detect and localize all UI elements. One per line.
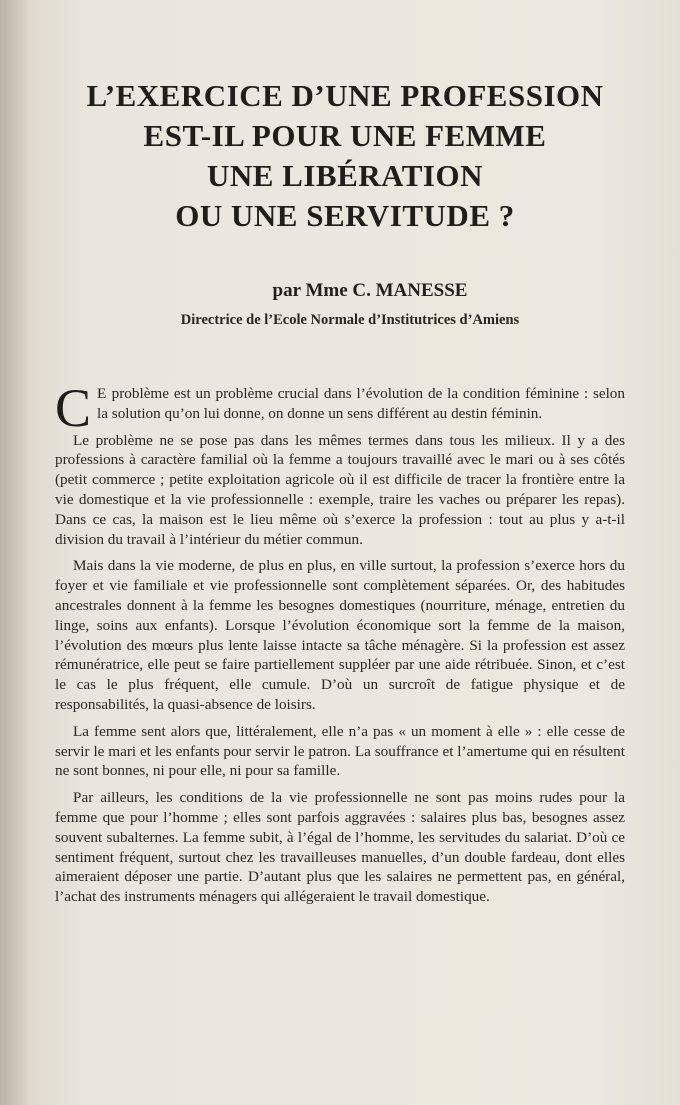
paragraph-1 xyxy=(55,378,625,438)
paragraph-4: La femme sent alors que, littéralement, elle n’a pas « un moment à elle » : elle cesse de servir le mari et les enfants pour servir le patron. La souffrance et l’amertume qui en résultent ne sont bonnes, ni pour elle, ni pour sa famille. xyxy=(55,722,625,780)
title-line-1: L’EXERCICE D’UNE PROFESSION xyxy=(86,78,604,113)
article-title xyxy=(40,76,650,236)
paragraph-2: Le problème ne se pose pas dans les mêmes termes dans tous les milieux. Il y a des professions à caractère familial où la femme a toujours travaillé avec le mari ou à ses côtés (petit commerce ; petite exploitation agricole où il est difficile de tracer la frontière entre la vie domestique et la vie professionnelle : exemple, traire les vaches ou préparer les repas). Dans ce cas, la maison est le lieu même où s’exerce la profession : tout au plus y a-t-il division du travail à l’intérieur du métier commun. xyxy=(55,431,625,548)
drop-cap: C xyxy=(55,378,92,438)
page-gutter-shadow xyxy=(0,0,28,1105)
lead-caps: E xyxy=(97,385,107,402)
paragraph-5: Par ailleurs, les conditions de la vie professionnelle ne sont pas moins rudes pour la femme que pour l’homme ; elles sont parfois aggravées : salaires plus bas, besognes assez souvent subalternes. La femme subit, à l’égal de l’homme, les servitudes du salariat. D’où ce sentiment fréquent, surtout chez les travailleuses manuelles, d’un double fardeau, dont elles aimeraient déposer une partie. D’autant plus que les salaires ne permettent pas, en général, l’achat des instruments ménagers qui allégeraient le travail domestique. xyxy=(55,789,625,906)
article-body xyxy=(55,378,625,914)
paragraph-3: Mais dans la vie moderne, de plus en plus, en ville surtout, la profession s’exerce hors du foyer et vie familiale et vie professionnelle sont complètement séparées. Or, des habitudes ancestrales donnent à la femme les besognes domestiques (nourriture, ménage, entretien du linge, soins aux enfants). Lorsque l’évolution économique sort la femme de la maison, l’évolution des mœurs plus lente laisse intacte sa tâche ménagère. Si la profession est assez rémunératrice, elle peut se faire partiellement suppléer par une aide rétribuée. Sinon, et c’est le cas le plus fréquent, elle cumule. D’où un surcroît de fatigue physique et de responsabilités, la quasi-absence de loisirs. xyxy=(55,557,625,713)
title-line-2: EST-IL POUR UNE FEMME xyxy=(143,118,547,153)
author-affiliation: Directrice de l’Ecole Normale d’Institutrices d’Amiens xyxy=(180,312,520,328)
title-line-4: OU UNE SERVITUDE ? xyxy=(175,198,515,233)
paragraph-1-text: problème est un problème crucial dans l’évolution de la condition féminine : selon la solution qu’on lui donne, on donne un sens différent au destin féminin. xyxy=(97,385,625,422)
title-line-3: UNE LIBÉRATION xyxy=(206,158,483,193)
author-byline: par Mme C. MANESSE xyxy=(272,280,468,301)
